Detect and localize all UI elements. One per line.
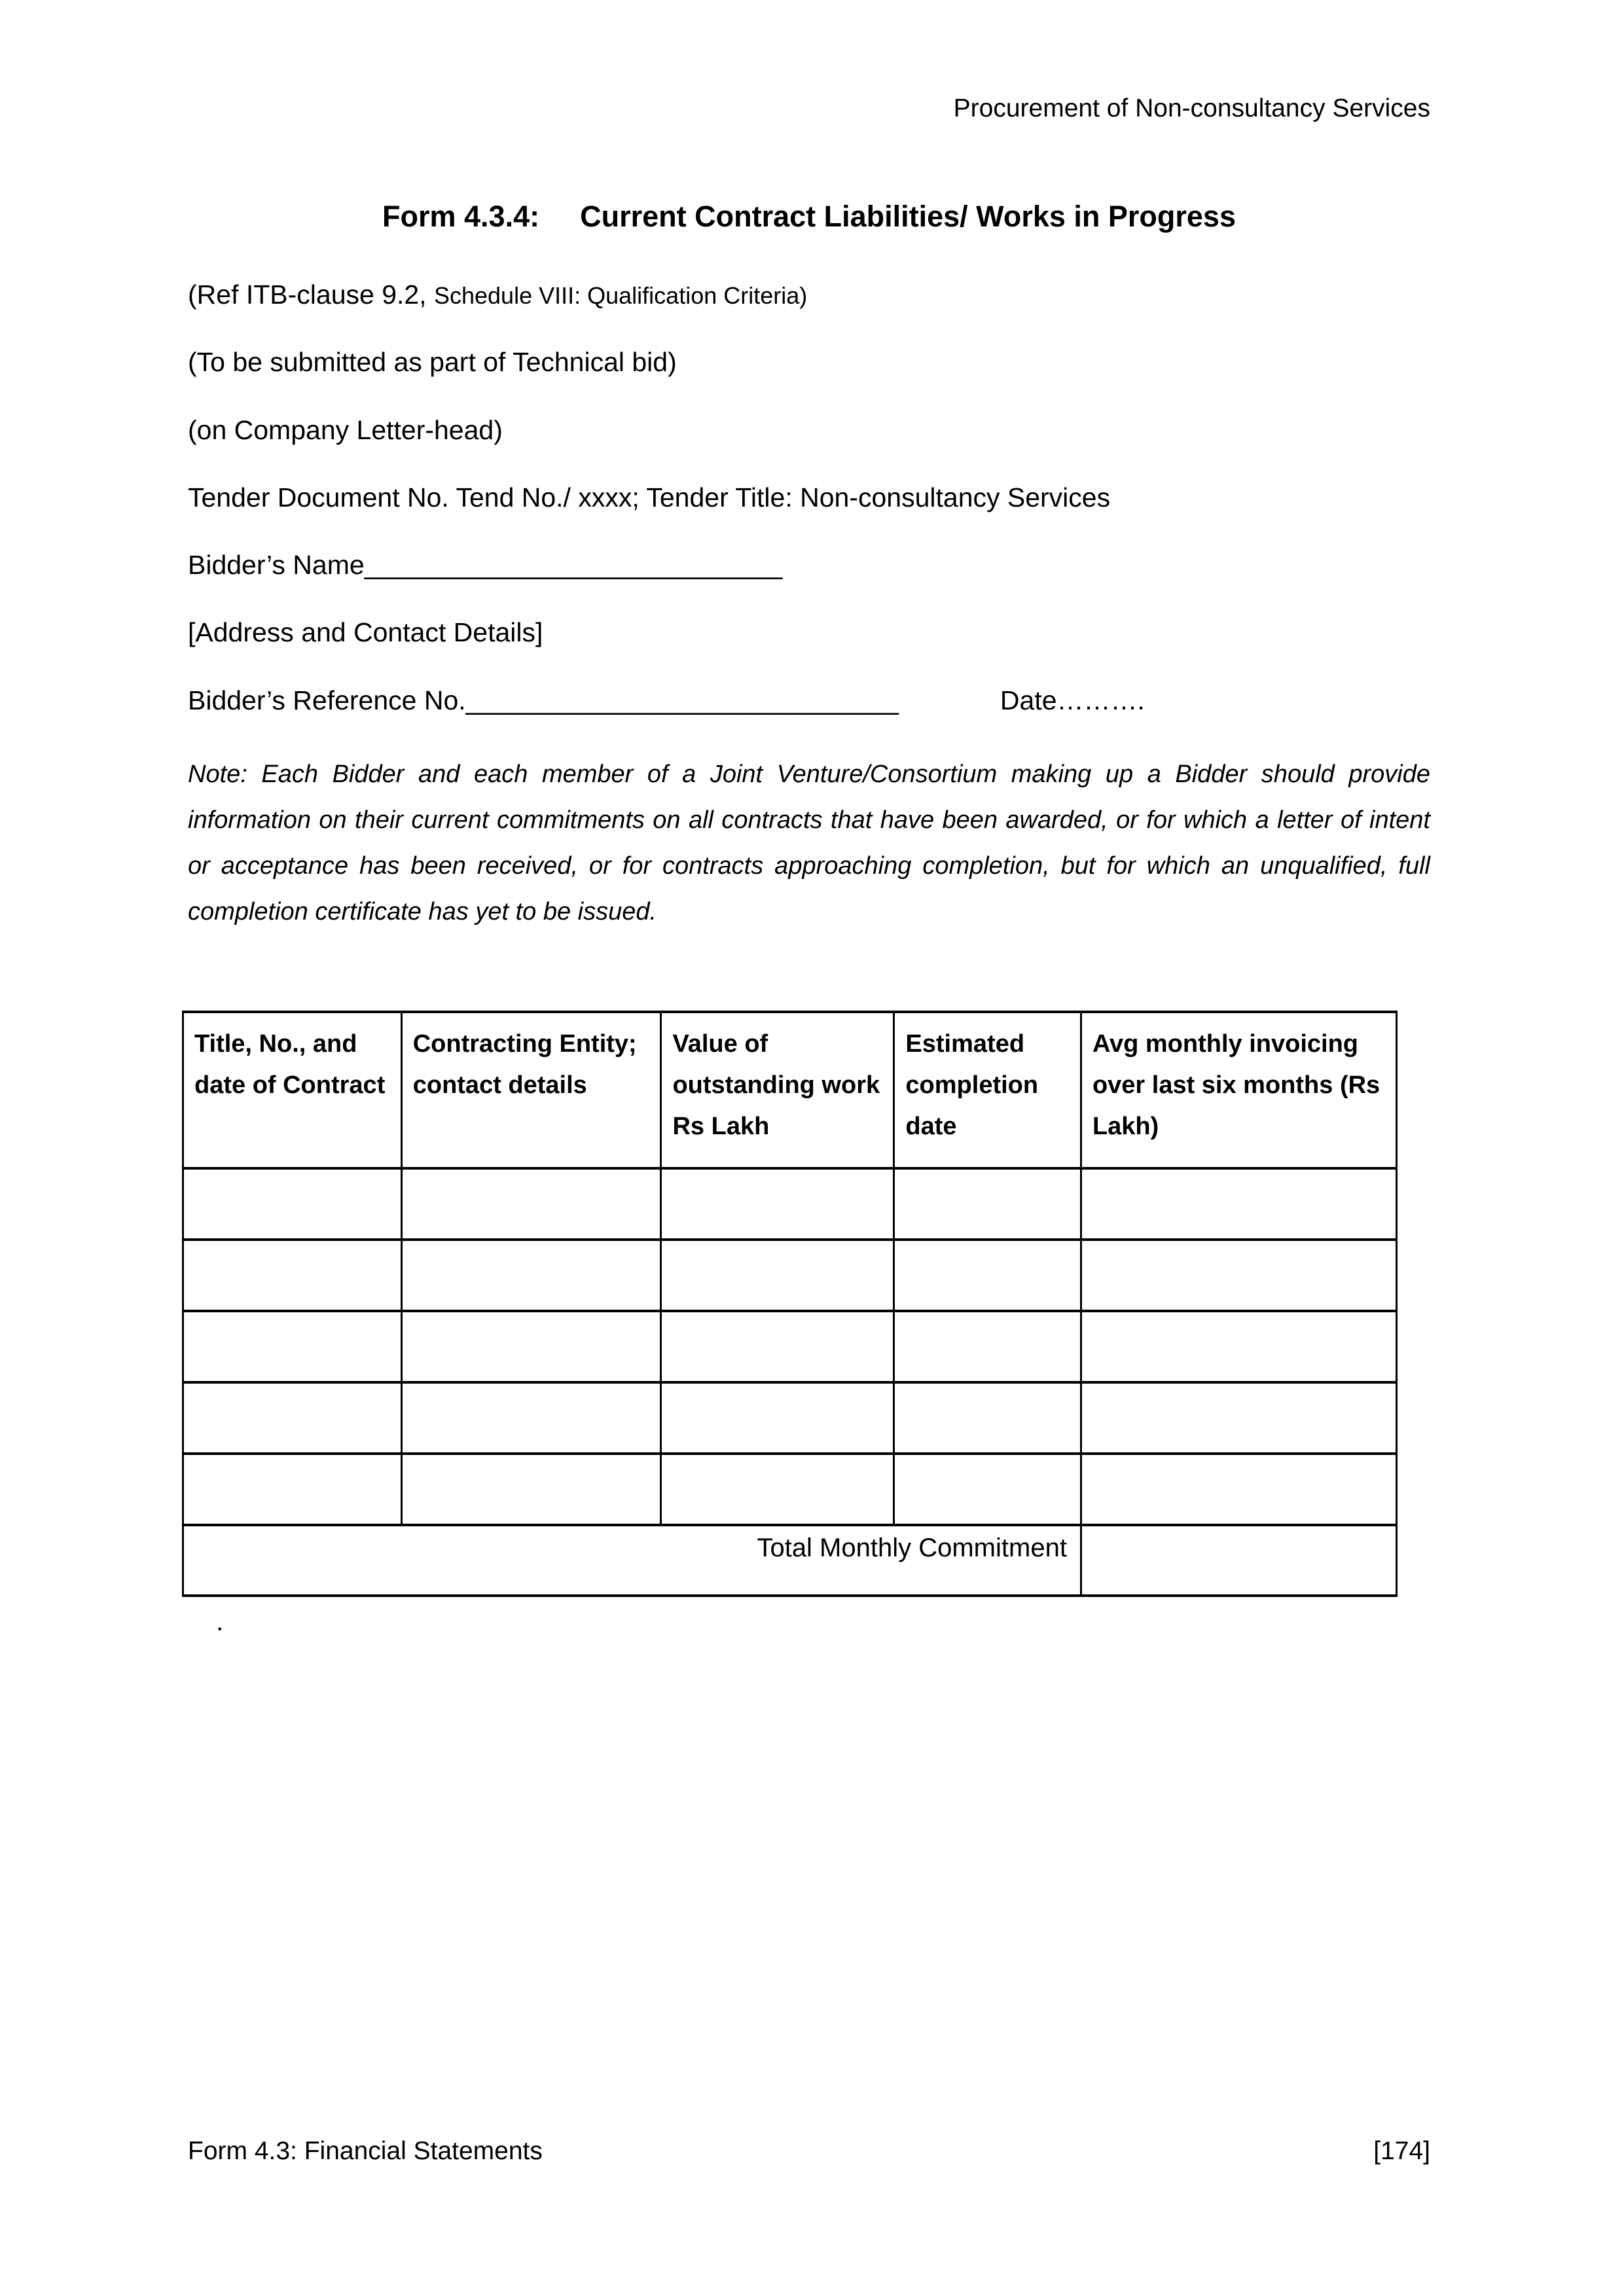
- empty-cell: [401, 1311, 661, 1382]
- table-row: [183, 1382, 1397, 1454]
- header-contracting-entity: Contracting Entity; contact details: [401, 1012, 661, 1168]
- bidder-name-line: Bidder’s Name____________________________: [188, 550, 783, 580]
- empty-cell: [183, 1168, 402, 1240]
- empty-cell: [1081, 1240, 1396, 1311]
- table-row: [183, 1454, 1397, 1525]
- total-monthly-commitment-label: Total Monthly Commitment: [183, 1525, 1081, 1596]
- empty-cell: [894, 1240, 1081, 1311]
- reference-blank: Bidder’s Reference No._____________________________: [188, 685, 899, 715]
- stray-period: .: [216, 1605, 224, 1636]
- empty-cell: [401, 1240, 661, 1311]
- header-value-outstanding: Value of outstanding work Rs Lakh: [661, 1012, 894, 1168]
- footer-form-label: Form 4.3: Financial Statements: [188, 2137, 543, 2166]
- header-avg-monthly-invoicing: Avg monthly invoicing over last six months (Rs Lakh): [1081, 1012, 1396, 1168]
- ref-clause-detail: Schedule VIII: Qualification Criteria): [433, 282, 808, 309]
- empty-cell: [1081, 1311, 1396, 1382]
- table-row: [183, 1240, 1397, 1311]
- reference-line: [188, 684, 1430, 717]
- header-estimated-completion: Estimated completion date: [894, 1012, 1081, 1168]
- table-header-row: [183, 1012, 1397, 1168]
- empty-cell: [894, 1168, 1081, 1240]
- empty-cell: [183, 1454, 402, 1525]
- tender-line: Tender Document No. Tend No./ xxxx; Tender Title: Non-consultancy Services: [188, 482, 1111, 512]
- empty-cell: [661, 1168, 894, 1240]
- empty-cell: [661, 1454, 894, 1525]
- empty-cell: [661, 1382, 894, 1454]
- contracts-table: [182, 1011, 1398, 1597]
- running-header: [188, 93, 1430, 125]
- total-monthly-commitment-value: [1081, 1525, 1396, 1596]
- empty-cell: [661, 1311, 894, 1382]
- empty-cell: [401, 1382, 661, 1454]
- note-paragraph: Note: Each Bidder and each member of a Joint Venture/Consortium making up a Bidder should provide information on their current commitments on all contracts that have been awarded, or for which a letter of intent or acceptance has been received, or for contracts approaching completion, but for which an unqualified, full completion certificate has yet to be issued.: [188, 760, 1430, 925]
- empty-cell: [401, 1454, 661, 1525]
- empty-cell: [661, 1240, 894, 1311]
- page-number: [174]: [1373, 2137, 1430, 2166]
- ref-clause-main: (Ref ITB-clause 9.2,: [188, 279, 427, 310]
- empty-cell: [1081, 1454, 1396, 1525]
- empty-cell: [894, 1311, 1081, 1382]
- address-line: [Address and Contact Details]: [188, 617, 543, 648]
- table-row: [183, 1168, 1397, 1240]
- empty-cell: [894, 1382, 1081, 1454]
- empty-cell: [894, 1454, 1081, 1525]
- form-title-text: Current Contract Liabilities/ Works in Progress: [580, 199, 1236, 233]
- empty-cell: [183, 1382, 402, 1454]
- form-title: [188, 198, 1430, 235]
- ref-clause-line: [188, 278, 1430, 312]
- total-row: [183, 1525, 1397, 1596]
- empty-cell: [183, 1240, 402, 1311]
- submission-line: (To be submitted as part of Technical bid): [188, 347, 677, 378]
- date-blank: Date……….: [1000, 685, 1145, 715]
- table-row: [183, 1311, 1397, 1382]
- empty-cell: [1081, 1382, 1396, 1454]
- header-title-no-date: Title, No., and date of Contract: [183, 1012, 402, 1168]
- empty-cell: [183, 1311, 402, 1382]
- running-header-text: Procurement of Non-consultancy Services: [953, 94, 1430, 122]
- empty-cell: [1081, 1168, 1396, 1240]
- letterhead-line: (on Company Letter-head): [188, 414, 503, 445]
- form-number: Form 4.3.4:: [382, 199, 540, 233]
- empty-cell: [401, 1168, 661, 1240]
- page-footer: [188, 2136, 1430, 2168]
